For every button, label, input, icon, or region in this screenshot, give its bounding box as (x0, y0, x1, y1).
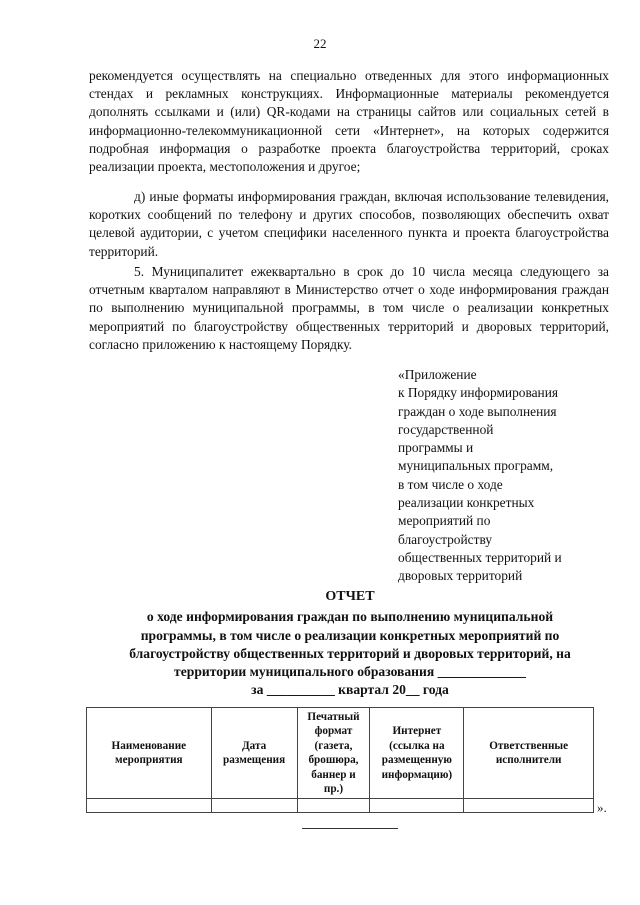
paragraph-continuation: рекомендуется осуществлять на специально отведенных для этого информационных стендах и рекламных конструкциях. Информационные материалы рекомендуется дополнять ссылками и (или) QR-кодами на страницы сайтов или социальных сетей в информационно-телекоммуникационной сети «Интернет», на которых содержится подробная информация о разработке проекта благоустройства территорий, сроках реализации проекта, местоположения и другое; (89, 68, 609, 175)
appendix-caption (398, 366, 603, 586)
appendix-line: «Приложение (398, 367, 477, 382)
header-responsible: Ответственные исполнители (464, 708, 594, 799)
report-subtitle-line: благоустройству общественных территорий и дворовых территорий, на (129, 645, 571, 661)
report-period-line: за __________ квартал 20__ года (251, 682, 449, 698)
report-subtitle-line: территории муниципального образования _____________ (174, 664, 526, 680)
table-cell (211, 799, 297, 813)
table-cell (297, 799, 370, 813)
header-print-format: Печатный формат (газета, брошюра, баннер и пр.) (297, 708, 370, 799)
paragraph-item-5: 5. Муниципалитет ежеквартально в срок до 10 числа месяца следующего за отчетным кварталом направляют в Министерство отчет о ходе информирования граждан по выполнению муниципальной программы, в том числе о реализации конкретных мероприятий по благоустройству общественных территорий и дворовых территорий, согласно приложению к настоящему Порядку. (89, 264, 609, 352)
appendix-line: реализации конкретных (398, 495, 535, 511)
table-cell (370, 799, 464, 813)
report-subtitle-line: программы, в том числе о реализации конкретных мероприятий по (140, 627, 560, 643)
appendix-line: дворовых территорий (398, 568, 523, 584)
paragraph-item-d: д) иные форматы информирования граждан, включая использование телевидения, коротких сообщений по телефону и других способов, позволяющих обеспечить охват целевой аудитории, с учетом специфики населенного пункта и проекта благоустройства территорий. (89, 189, 609, 259)
appendix-line: в том числе о ходе (398, 476, 503, 492)
appendix-line: к Порядку информирования (398, 385, 559, 401)
appendix-line: общественных территорий и (398, 549, 562, 565)
table-cell (464, 799, 594, 813)
appendix-line: муниципальных программ, (398, 458, 554, 474)
appendix-line: мероприятий по (398, 513, 491, 529)
header-event-name: Наименование мероприятия (87, 708, 212, 799)
report-title-block (96, 588, 604, 700)
page-number: 22 (313, 36, 327, 51)
table-cell (87, 799, 212, 813)
report-heading: ОТЧЕТ (325, 589, 375, 604)
closing-quote-mark: ». (597, 800, 607, 815)
footnote-divider (302, 828, 398, 829)
header-internet-link: Интернет (ссылка на размещенную информацию) (370, 708, 464, 799)
appendix-line: благоустройству (398, 531, 493, 547)
table-row (87, 799, 594, 813)
report-subtitle-line: о ходе информирования граждан по выполнению муниципальной (146, 609, 554, 625)
appendix-line: программы и (398, 440, 474, 456)
header-placement-date: Дата размещения (211, 708, 297, 799)
report-table (86, 707, 594, 813)
appendix-line: государственной (398, 421, 494, 437)
appendix-line: граждан о ходе выполнения (398, 403, 557, 419)
table-header-row (87, 708, 594, 799)
